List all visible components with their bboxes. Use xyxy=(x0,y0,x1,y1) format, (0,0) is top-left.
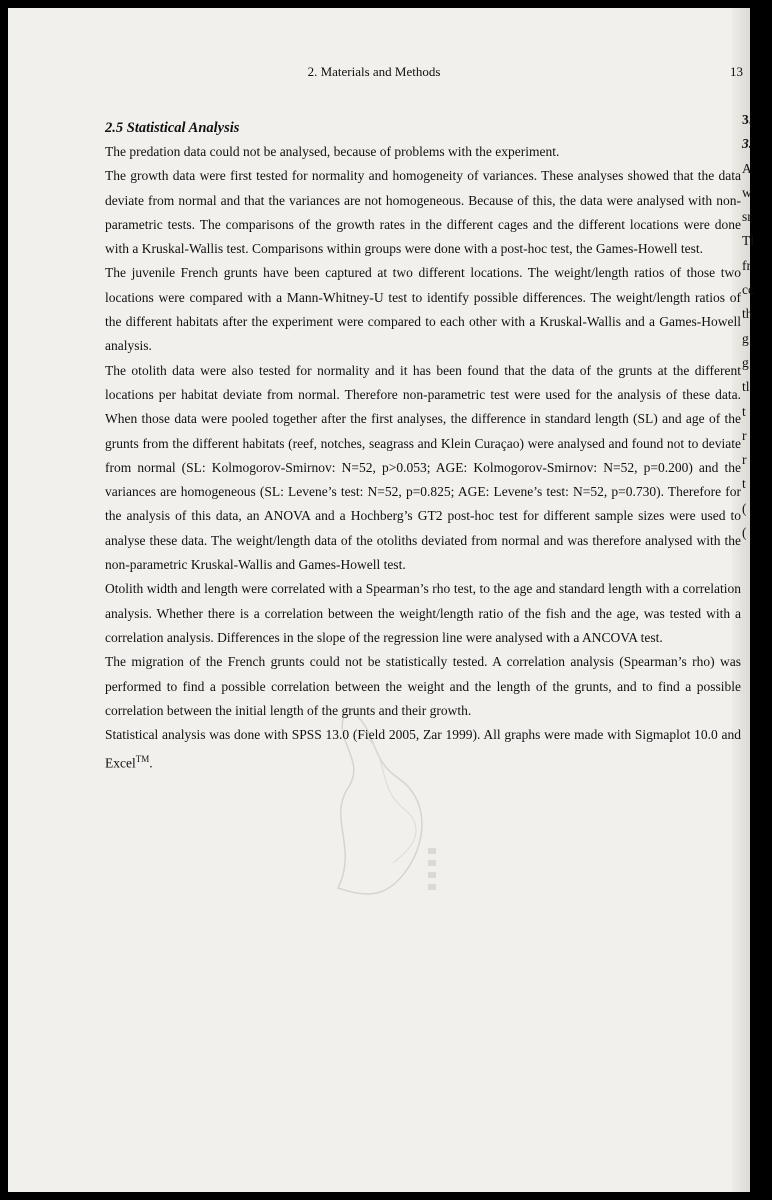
paragraph: The predation data could not be analysed, because of problems with the experiment. xyxy=(105,144,560,159)
fragment: r xyxy=(742,427,747,443)
paragraph: The otolith data were also tested for normality and it has been found that the data of the grunts at the different locations per habitat deviate from normal. Therefore non-parametric test were used for the analysis of these data. When those data were pooled together after the first analyses, the difference in standard length (SL) and age of the grunts from the different habitats (reef, notches, seagrass and Klein Curaçao) were analysed and found not to deviate from normal (SL: Kolmogorov-Smirnov: N=52, p>0.053; AGE: Kolmogorov-Smirnov: N=52, p=0.200) and the variances are homogeneous (SL: Levene’s test: N=52, p=0.825; AGE: Levene’s test: N=52, p=0.730). Therefore for the analysis of this data, an ANOVA and a Hochberg’s GT2 post-hoc test for different sample sizes were used to analyse these data. The weight/length data of the otoliths deviated from normal and was therefore analysed with the non-parametric Kruskal-Wallis and Games-Howell test. xyxy=(105,362,741,573)
document-page xyxy=(8,8,754,1192)
main-content xyxy=(105,116,741,776)
fragment: Tl xyxy=(742,233,754,249)
fragment: tl xyxy=(742,379,750,395)
fragment: ( xyxy=(742,500,747,516)
paragraph: The juvenile French grunts have been captured at two different locations. The weight/length ratios of those two locations were compared with a Mann-Whitney-U test to identify possible differences. The weight/length ratios of the different habitats after the experiment were compared to each other with a Kruskal-Wallis and a Games-Howell analysis. xyxy=(105,265,741,354)
fragment: g xyxy=(742,330,749,346)
fragment: t xyxy=(742,403,746,419)
fragment: t xyxy=(742,476,746,492)
fragment: r xyxy=(742,452,747,468)
paragraph-software xyxy=(105,723,741,776)
fragment: fr xyxy=(742,257,751,273)
paragraph: The migration of the French grunts could not be statistically tested. A correlation analysis (Spearman’s rho) was performed to find a possible correlation between the weight and the length of the grunts, and to find a possible correlation between the initial length of the grunts and their growth. xyxy=(105,654,741,718)
fragment: th xyxy=(742,306,753,322)
paragraph-software-text: Statistical analysis was done with SPSS 13.0 (Field 2005, Zar 1999). All graphs were made with Sigmaplot 10.0 and Excel xyxy=(105,727,741,771)
section-title: 2.5 Statistical Analysis xyxy=(105,120,240,136)
page-number: 13 xyxy=(730,64,743,79)
fragment: cc xyxy=(742,282,754,298)
fragment: 3. xyxy=(742,112,753,127)
paragraph: Otolith width and length were correlated with a Spearman’s rho test, to the age and standard length with a correlation analysis. Whether there is a correlation between the weight/length ratio of the fish and the age, was tested with a correlation analysis. Differences in the slope of the regression line were analysed with a ANCOVA test. xyxy=(105,581,741,645)
paragraph: The growth data were first tested for normality and homogeneity of variances. These analyses showed that the data deviate from normal and that the variances are not homogeneous. Because of this, the data were analysed with non-parametric tests. The comparisons of the growth rates in the different cages and the different locations were done with a Kruskal-Wallis test. Comparisons within groups were done with a post-hoc test, the Games-Howell test. xyxy=(105,168,741,257)
fragment: A xyxy=(742,160,752,176)
fragment: w xyxy=(742,184,752,200)
paragraph-software-end: . xyxy=(149,755,153,771)
fragment: sr xyxy=(742,209,752,225)
running-head: 2. Materials and Methods xyxy=(307,64,441,79)
facing-page-fragments xyxy=(742,108,772,545)
trademark-superscript: TM xyxy=(135,754,150,765)
fragment: ( xyxy=(742,525,747,541)
fragment: 3. xyxy=(742,136,753,152)
fragment: g xyxy=(742,354,749,370)
